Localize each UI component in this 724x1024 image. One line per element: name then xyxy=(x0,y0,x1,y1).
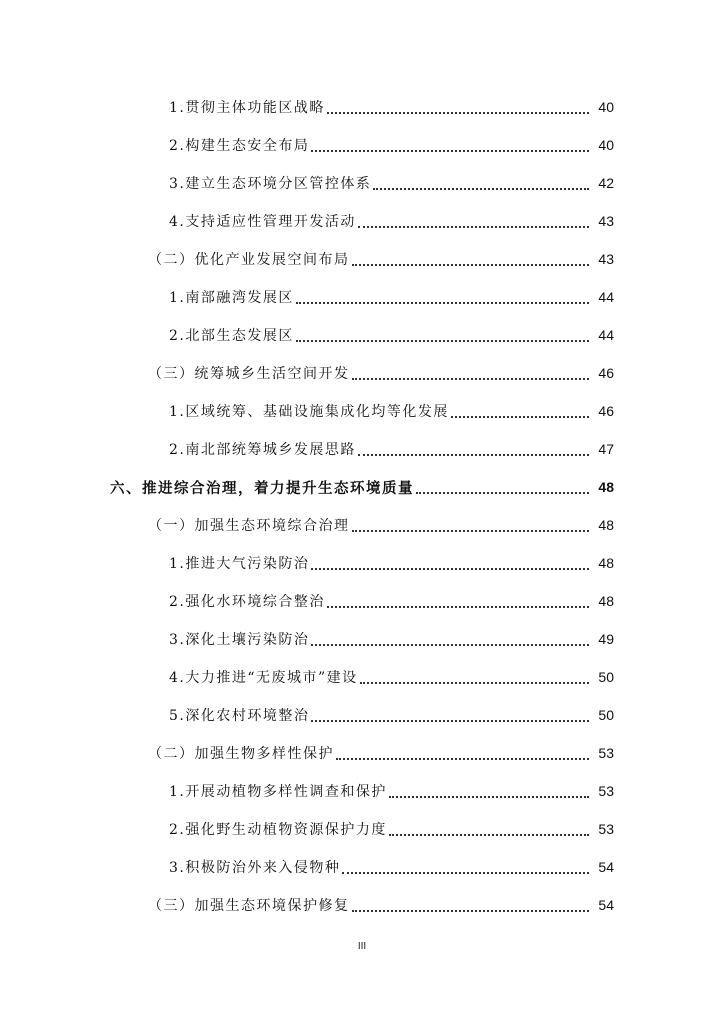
table-of-contents xyxy=(0,88,724,924)
toc-entry-title: （二）优化产业发展空间布局 xyxy=(148,252,350,268)
toc-entry-title: （三）统筹城乡生活空间开发 xyxy=(148,366,350,382)
toc-entry-title: 2.北部生态发展区 xyxy=(169,328,294,344)
toc-entry-page: 53 xyxy=(598,745,614,761)
toc-entry-page: 54 xyxy=(598,859,614,875)
toc-entry[interactable] xyxy=(0,240,724,278)
toc-entry[interactable] xyxy=(0,164,724,202)
toc-entry-page: 49 xyxy=(598,631,614,647)
toc-leader-dots xyxy=(389,795,589,798)
toc-entry-title: 5.深化农村环境整治 xyxy=(169,708,310,724)
toc-entry-title: 1.南部融湾发展区 xyxy=(169,290,294,306)
toc-entry-title: （三）加强生态环境保护修复 xyxy=(148,898,350,914)
toc-entry-title: 2.南北部统筹城乡发展思路 xyxy=(169,442,356,458)
toc-entry-title: 1.开展动植物多样性调查和保护 xyxy=(169,784,387,800)
toc-leader-dots xyxy=(358,453,589,456)
toc-entry[interactable] xyxy=(0,392,724,430)
toc-entry-page: 43 xyxy=(598,251,614,267)
toc-leader-dots xyxy=(327,111,589,114)
toc-entry-page: 40 xyxy=(598,137,614,153)
toc-entry-page: 47 xyxy=(598,441,614,457)
toc-entry-title: 2.构建生态安全布局 xyxy=(169,138,310,154)
toc-entry-title: 3.深化土壤污染防治 xyxy=(169,632,310,648)
toc-entry-page: 50 xyxy=(598,707,614,723)
toc-entry[interactable] xyxy=(0,202,724,240)
toc-entry[interactable] xyxy=(0,810,724,848)
toc-entry[interactable] xyxy=(0,772,724,810)
toc-entry-page: 40 xyxy=(598,99,614,115)
toc-leader-dots xyxy=(451,415,589,418)
toc-entry[interactable] xyxy=(0,354,724,392)
toc-entry[interactable] xyxy=(0,278,724,316)
toc-entry[interactable] xyxy=(0,468,724,506)
toc-entry-title: 1.区域统筹、基础设施集成化均等化发展 xyxy=(169,404,449,420)
toc-entry-page: 48 xyxy=(598,555,614,571)
page-number: III xyxy=(357,941,367,952)
toc-entry-title: 2.强化野生动植物资源保护力度 xyxy=(169,822,387,838)
toc-entry[interactable] xyxy=(0,620,724,658)
toc-leader-dots xyxy=(373,187,589,190)
toc-leader-dots xyxy=(352,909,590,912)
toc-entry-title: 4.大力推进“无废城市”建设 xyxy=(169,670,358,686)
toc-entry[interactable] xyxy=(0,316,724,354)
toc-entry-page: 54 xyxy=(598,897,614,913)
toc-leader-dots xyxy=(336,757,589,760)
toc-leader-dots xyxy=(416,491,589,494)
toc-entry-title: 六、推进综合治理，着力提升生态环境质量 xyxy=(110,480,414,497)
toc-entry-title: 3.积极防治外来入侵物种 xyxy=(169,860,341,876)
toc-leader-dots xyxy=(311,149,589,152)
toc-entry[interactable] xyxy=(0,582,724,620)
toc-entry-title: （一）加强生态环境综合治理 xyxy=(148,518,350,534)
toc-leader-dots xyxy=(360,681,589,684)
toc-entry-page: 53 xyxy=(598,821,614,837)
toc-entry-title: 3.建立生态环境分区管控体系 xyxy=(169,176,372,192)
toc-leader-dots xyxy=(311,643,589,646)
toc-entry-page: 46 xyxy=(598,403,614,419)
toc-leader-dots xyxy=(327,605,589,608)
toc-entry-page: 44 xyxy=(598,327,614,343)
toc-entry[interactable] xyxy=(0,126,724,164)
toc-entry-page: 46 xyxy=(598,365,614,381)
toc-leader-dots xyxy=(311,567,589,570)
toc-entry[interactable] xyxy=(0,696,724,734)
toc-entry[interactable] xyxy=(0,658,724,696)
toc-entry-page: 50 xyxy=(598,669,614,685)
toc-entry[interactable] xyxy=(0,544,724,582)
toc-leader-dots xyxy=(311,719,589,722)
toc-entry-page: 43 xyxy=(598,213,614,229)
toc-entry-page: 48 xyxy=(598,593,614,609)
toc-leader-dots xyxy=(296,301,589,304)
toc-leader-dots xyxy=(358,225,589,228)
toc-leader-dots xyxy=(352,263,590,266)
toc-leader-dots xyxy=(389,833,589,836)
toc-entry[interactable] xyxy=(0,88,724,126)
toc-entry-page: 48 xyxy=(598,479,614,495)
toc-leader-dots xyxy=(352,529,590,532)
toc-leader-dots xyxy=(296,339,589,342)
toc-entry[interactable] xyxy=(0,734,724,772)
toc-entry[interactable] xyxy=(0,886,724,924)
toc-entry[interactable] xyxy=(0,506,724,544)
toc-entry-page: 48 xyxy=(598,517,614,533)
toc-entry[interactable] xyxy=(0,848,724,886)
toc-entry-title: （二）加强生物多样性保护 xyxy=(148,746,334,762)
toc-entry-title: 2.强化水环境综合整治 xyxy=(169,594,325,610)
toc-entry-title: 4.支持适应性管理开发活动 xyxy=(169,214,356,230)
toc-leader-dots xyxy=(342,871,589,874)
toc-entry-page: 42 xyxy=(598,175,614,191)
toc-entry-title: 1.贯彻主体功能区战略 xyxy=(169,100,325,116)
toc-entry-page: 53 xyxy=(598,783,614,799)
toc-entry-title: 1.推进大气污染防治 xyxy=(169,556,310,572)
toc-entry-page: 44 xyxy=(598,289,614,305)
toc-entry[interactable] xyxy=(0,430,724,468)
toc-leader-dots xyxy=(352,377,590,380)
